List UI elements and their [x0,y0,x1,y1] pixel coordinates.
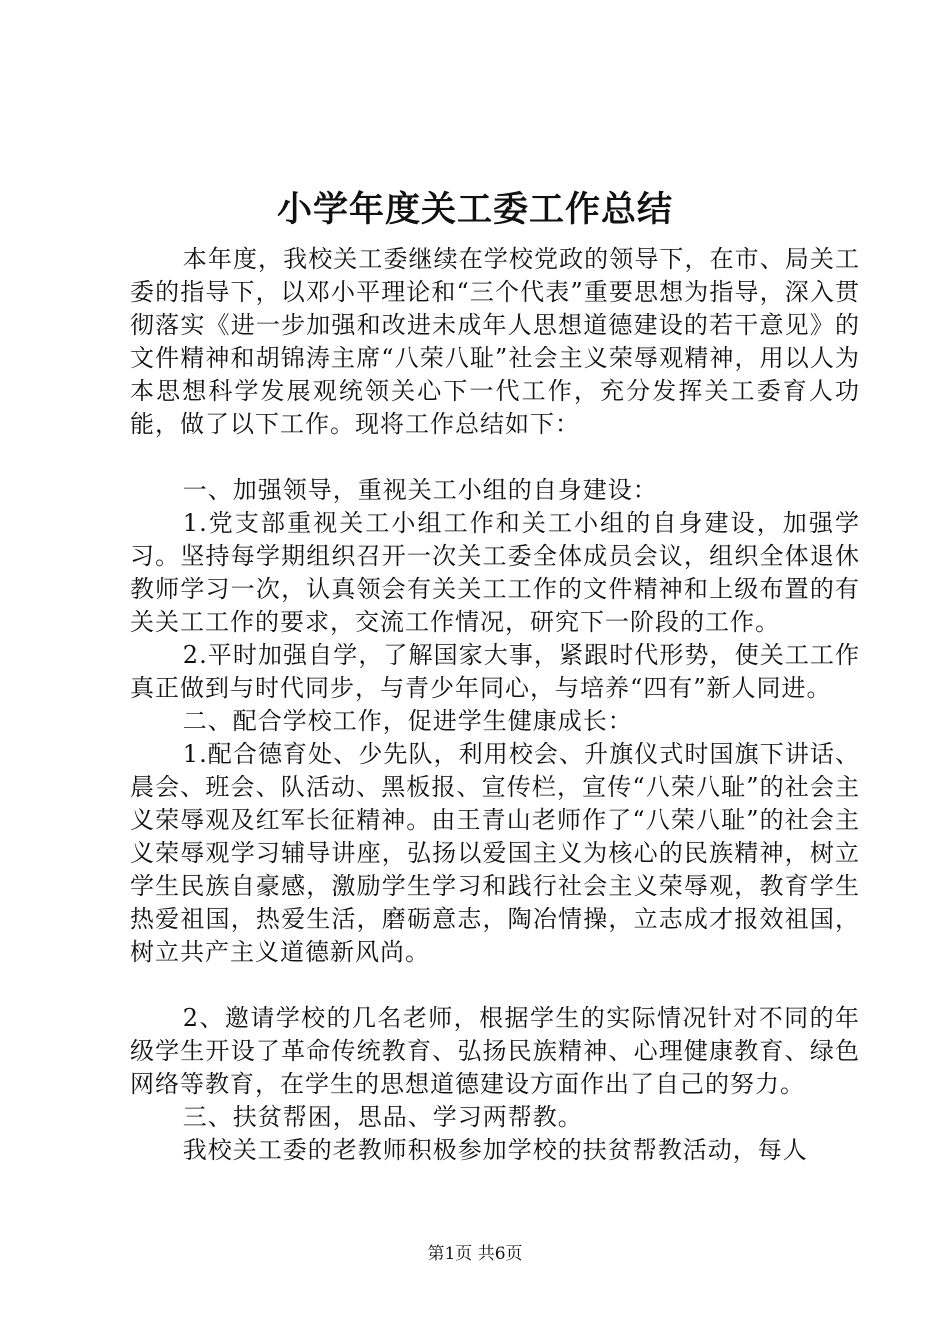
intro-paragraph: 本年度，我校关工委继续在学校党政的领导下，在市、局关工委的指导下，以邓小平理论和“三个代表”重要思想为指导，深入贯彻落实《进一步加强和改进未成年人思想道德建设的若干意见》的文件精神和胡锦涛主席“八荣八耻”社会主义荣辱观精神，用以人为本思想科学发展观统领关心下一代工作，充分发挥关工委育人功能，做了以下工作。现将工作总结如下： [130,245,860,438]
section-2-item-2: 2、邀请学校的几名老师，根据学生的实际情况针对不同的年级学生开设了革命传统教育、弘扬民族精神、心理健康教育、绿色网络等教育，在学生的思想道德建设方面作出了自己的努力。 [130,1004,860,1098]
section-3-paragraph: 我校关工委的老教师积极参加学校的扶贫帮教活动，每人 [182,1136,808,1164]
document-title: 小学年度关工委工作总结 [276,189,673,230]
section-1-item-2: 2.平时加强自学，了解国家大事，紧跟时代形势，使关工工作真正做到与时代同步，与青少年同心，与培养“四有”新人同进。 [130,641,860,702]
section-heading-2: 二、配合学校工作，促进学生健康成长： [182,707,633,735]
page-number-footer: 第1页 共6页 [427,1244,523,1264]
section-1-item-1: 1.党支部重视关工小组工作和关工小组的自身建设，加强学习。坚持每学期组织召开一次关工委全体成员会议，组织全体退休教师学习一次，认真领会有关关工工作的文件精神和上级布置的有关关工工作的要求，交流工作情况，研究下一阶段的工作。 [130,509,860,636]
section-heading-1: 一、加强领导，重视关工小组的自身建设： [182,476,658,504]
section-2-item-1: 1.配合德育处、少先队，利用校会、升旗仪式时国旗下讲话、晨会、班会、队活动、黑板报、宣传栏，宣传“八荣八耻”的社会主义荣辱观及红军长征精神。由王青山老师作了“八荣八耻”的社会主义荣辱观学习辅导讲座，弘扬以爱国主义为核心的民族精神，树立学生民族自豪感，激励学生学习和践行社会主义荣辱观，教育学生热爱祖国，热爱生活，磨砺意志，陶冶情操，立志成才报效祖国，树立共产主义道德新风尚。 [130,740,860,966]
document-body [130,243,860,1167]
paragraph-gap [130,441,860,474]
paragraph-gap [130,969,860,1002]
section-heading-3: 三、扶贫帮困，思品、学习两帮教。 [182,1103,583,1131]
